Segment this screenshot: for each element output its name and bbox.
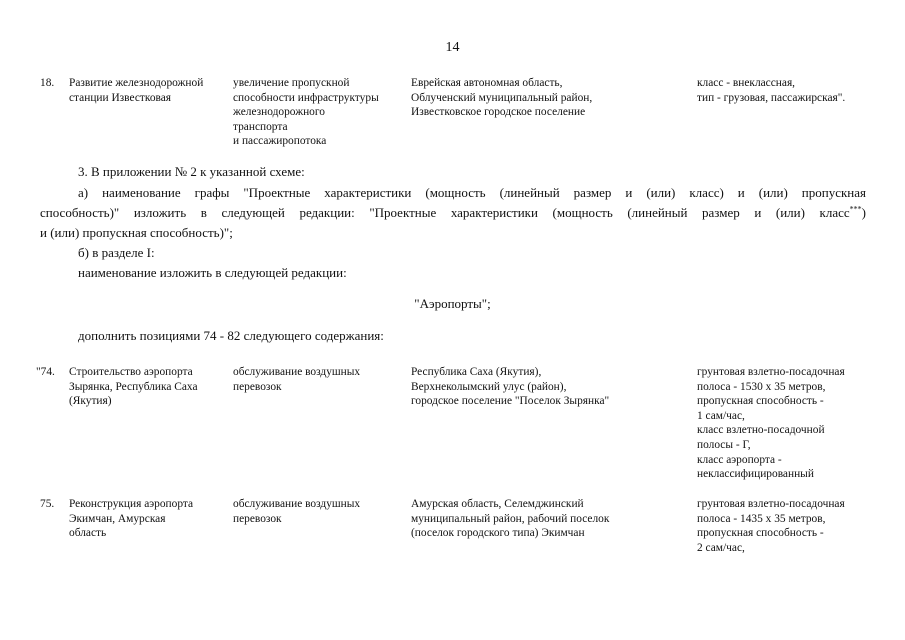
- object-purpose: увеличение пропускной способности инфраструктуры железнодорожного транспорта и пассажиропотока: [233, 77, 379, 148]
- object-characteristics: грунтовая взлетно-посадочная полоса - 1435 х 35 метров, пропускная способность - 2 сам/час,: [697, 498, 845, 554]
- object-purpose: обслуживание воздушных перевозок: [233, 366, 361, 393]
- paragraph-a-text-2-end: ): [861, 205, 866, 220]
- paragraph-3: 3. В приложении № 2 к указанной схеме:: [78, 164, 305, 179]
- object-location: Республика Саха (Якутия), Верхнеколымский улус (район), городское поселение "Поселок Зырянка": [411, 366, 610, 408]
- paragraph-a-text-1: а) наименование графы "Проектные характеристики (мощность (линейный размер и (или) класс) и (или) пропускная: [78, 185, 866, 200]
- paragraph-b: б) в разделе I:: [78, 245, 155, 260]
- paragraph-a-line-3: и (или) пропускная способность)";: [40, 225, 233, 240]
- add-positions-text: дополнить позициями 74 - 82 следующего содержания:: [78, 328, 384, 343]
- paragraph-a-text-2: способность)" изложить в следующей редакции: "Проектные характеристики (мощность (линейный размер и (или) класс: [40, 205, 850, 220]
- footnote-marker: ***: [849, 204, 862, 214]
- object-name: Строительство аэропорта Зырянка, Республика Саха (Якутия): [69, 366, 198, 408]
- page-number: 14: [445, 40, 460, 55]
- object-characteristics: грунтовая взлетно-посадочная полоса - 1530 х 35 метров, пропускная способность - 1 сам/час, класс взлетно-посадочной полосы - Г, класс аэропорта - неклассифицированный: [697, 366, 845, 481]
- object-name: Реконструкция аэропорта Экимчан, Амурская область: [69, 498, 194, 540]
- object-characteristics: класс - внеклассная, тип - грузовая, пассажирская".: [697, 77, 846, 104]
- object-purpose: обслуживание воздушных перевозок: [233, 498, 361, 525]
- object-location: Амурская область, Селемджинский муниципальный район, рабочий поселок (поселок городского типа) Экимчан: [411, 498, 610, 540]
- row-number: 75.: [40, 498, 55, 510]
- object-name: Развитие железнодорожной станции Известковая: [69, 77, 204, 104]
- section-title: "Аэропорты";: [414, 296, 491, 311]
- object-location: Еврейская автономная область, Облученский муниципальный район, Известковское городское поселение: [411, 77, 593, 119]
- paragraph-a-line-1: [40, 184, 866, 203]
- paragraph-b-rename: наименование изложить в следующей редакции:: [78, 265, 347, 280]
- paragraph-a-line-2: [40, 204, 866, 223]
- row-number: 18.: [40, 77, 55, 89]
- row-number: "74.: [36, 366, 55, 378]
